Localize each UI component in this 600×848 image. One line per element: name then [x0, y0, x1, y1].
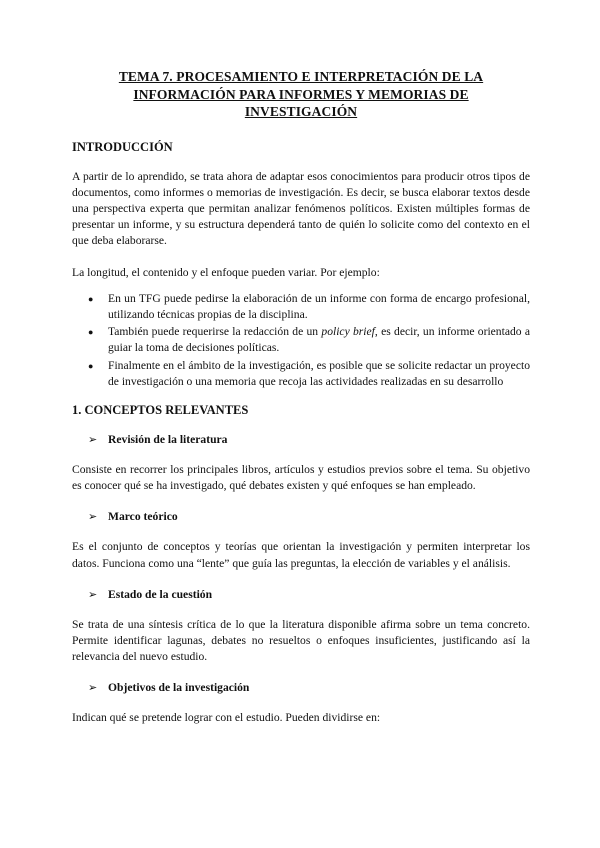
arrow-bullet-icon: ➢	[88, 682, 98, 695]
subheading-label: Estado de la cuestión	[108, 587, 213, 601]
arrow-bullet-icon: ➢	[88, 588, 98, 601]
subheading-objetivos	[88, 680, 530, 696]
arrow-bullet-icon: ➢	[88, 511, 98, 524]
title-line-1: TEMA 7. PROCESAMIENTO E INTERPRETACIÓN DE LA	[118, 69, 484, 84]
title-line-2: INFORMACIÓN PARA INFORMES Y MEMORIAS DE	[133, 86, 469, 102]
intro-paragraph: A partir de lo aprendido, se trata ahora de adaptar esos conocimientos para producir otros tipos de documentos, como informes o memorias de investigación. Es decir, se busca elaborar textos desde una perspectiva experta que permitan analizar fenómenos políticos. Existen múltiples formas de presentar un informe, y su estructura dependerá tanto de quién lo solicite como del contexto en el que deba elaborarse.	[72, 169, 530, 248]
subheading-revision-literatura	[88, 432, 530, 448]
marco-teorico-paragraph: Es el conjunto de conceptos y teorías que orientan la investigación y permiten interpretar los datos. Funciona como una “lente” que guía las preguntas, la elección de variables y el análisis.	[72, 540, 530, 570]
bullet-dot-icon: ●	[88, 327, 94, 338]
bullet-text-after: , es decir, un informe orientado a guiar la toma de decisiones políticas.	[108, 325, 530, 355]
subheading-label: Objetivos de la investigación	[108, 681, 250, 695]
intro-heading: INTRODUCCIÓN	[72, 139, 173, 154]
subheading-estado-cuestion	[88, 587, 530, 603]
bullet-item-policy-brief	[72, 324, 530, 356]
document-page	[72, 68, 530, 742]
bullet-text-before: También puede requerirse la redacción de un	[108, 325, 322, 339]
revision-literatura-paragraph: Consiste en recorrer los principales libros, artículos y estudios previos sobre el tema. Su objetivo es conocer qué se ha investigado, qué debates existen y qué enfoques se han empleado.	[72, 462, 530, 493]
intro-bullet-list	[72, 291, 530, 390]
subheading-label: Revisión de la literatura	[108, 432, 228, 446]
bullet-item-tfg	[72, 291, 530, 323]
arrow-bullet-icon: ➢	[88, 433, 98, 446]
subheading-label: Marco teórico	[108, 510, 178, 524]
intro-lead: La longitud, el contenido y el enfoque pueden variar. Por ejemplo:	[72, 265, 380, 279]
title-line-3: INVESTIGACIÓN	[244, 104, 358, 119]
subheading-marco-teorico	[88, 509, 530, 525]
document-title	[72, 68, 530, 121]
bullet-text: En un TFG puede pedirse la elaboración de un informe con forma de encargo profesional, utilizando técnicas propias de la disciplina.	[108, 291, 530, 321]
section-1-heading: 1. CONCEPTOS RELEVANTES	[72, 402, 249, 417]
bullet-dot-icon: ●	[88, 293, 94, 304]
bullet-text: Finalmente en el ámbito de la investigación, es posible que se solicite redactar un proyecto de investigación o una memoria que recoja las actividades realizadas en su desarrollo	[108, 358, 530, 388]
bullet-item-investigacion	[72, 358, 530, 390]
policy-brief-term: policy brief	[321, 325, 375, 339]
estado-cuestion-paragraph: Se trata de una síntesis crítica de lo que la literatura disponible afirma sobre un tema concreto. Permite identificar lagunas, debates no resueltos o enfoques insuficientes, justificando así la relevancia del nuevo estudio.	[72, 617, 530, 664]
objetivos-paragraph: Indican qué se pretende lograr con el estudio. Pueden dividirse en:	[72, 711, 381, 725]
bullet-dot-icon: ●	[88, 360, 94, 371]
